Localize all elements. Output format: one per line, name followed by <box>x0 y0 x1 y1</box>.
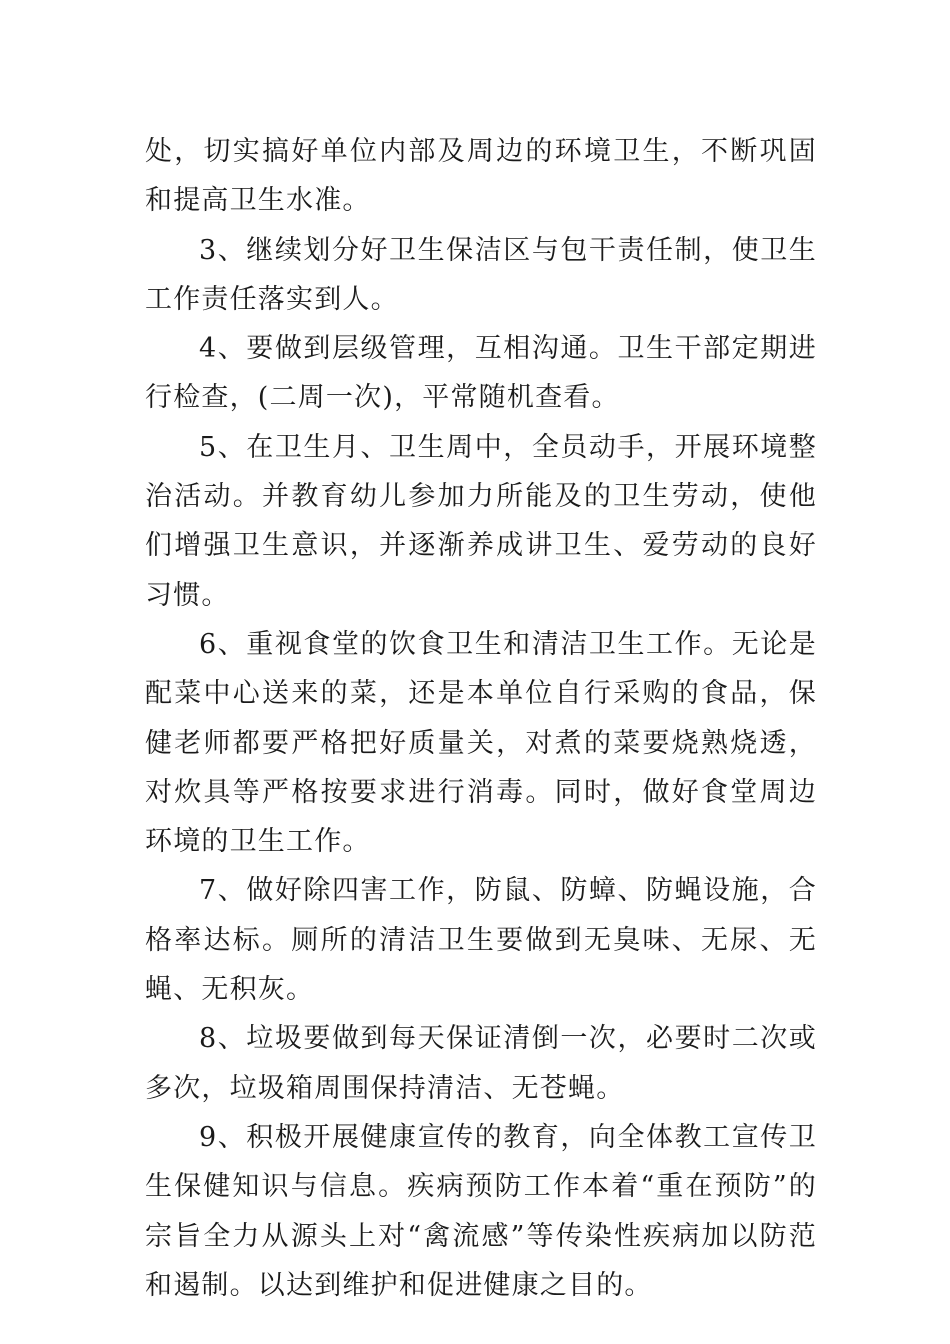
paragraph-item-5: 5、在卫生月、卫生周中，全员动手，开展环境整治活动。并教育幼儿参加力所能及的卫生劳动，使他们增强卫生意识，并逐渐养成讲卫生、爱劳动的良好习惯。 <box>145 431 817 611</box>
paragraph-item-7: 7、做好除四害工作，防鼠、防蟑、防蝇设施，合格率达标。厕所的清洁卫生要做到无臭味、无尿、无蝇、无积灰。 <box>145 875 817 1006</box>
document-body <box>145 127 817 1310</box>
paragraph-item-3: 3、继续划分好卫生保洁区与包干责任制，使卫生工作责任落实到人。 <box>145 234 817 315</box>
paragraph-item-9: 9、积极开展健康宣传的教育，向全体教工宣传卫生保健知识与信息。疾病预防工作本着“重在预防”的宗旨全力从源头上对“禽流感”等传染性疾病加以防范和遏制。以达到维护和促进健康之目的。 <box>145 1121 817 1301</box>
paragraph-item-4: 4、要做到层级管理，互相沟通。卫生干部定期进行检查，(二周一次)，平常随机查看。 <box>145 333 817 414</box>
paragraph-item-6: 6、重视食堂的饮食卫生和清洁卫生工作。无论是配菜中心送来的菜，还是本单位自行采购的食品，保健老师都要严格把好质量关，对煮的菜要烧熟烧透，对炊具等严格按要求进行消毒。同时，做好食堂周边环境的卫生工作。 <box>145 628 817 858</box>
paragraph-item-8: 8、垃圾要做到每天保证清倒一次，必要时二次或多次，垃圾箱周围保持清洁、无苍蝇。 <box>145 1023 817 1104</box>
paragraph-continuation: 处，切实搞好单位内部及周边的环境卫生，不断巩固和提高卫生水准。 <box>145 136 817 217</box>
